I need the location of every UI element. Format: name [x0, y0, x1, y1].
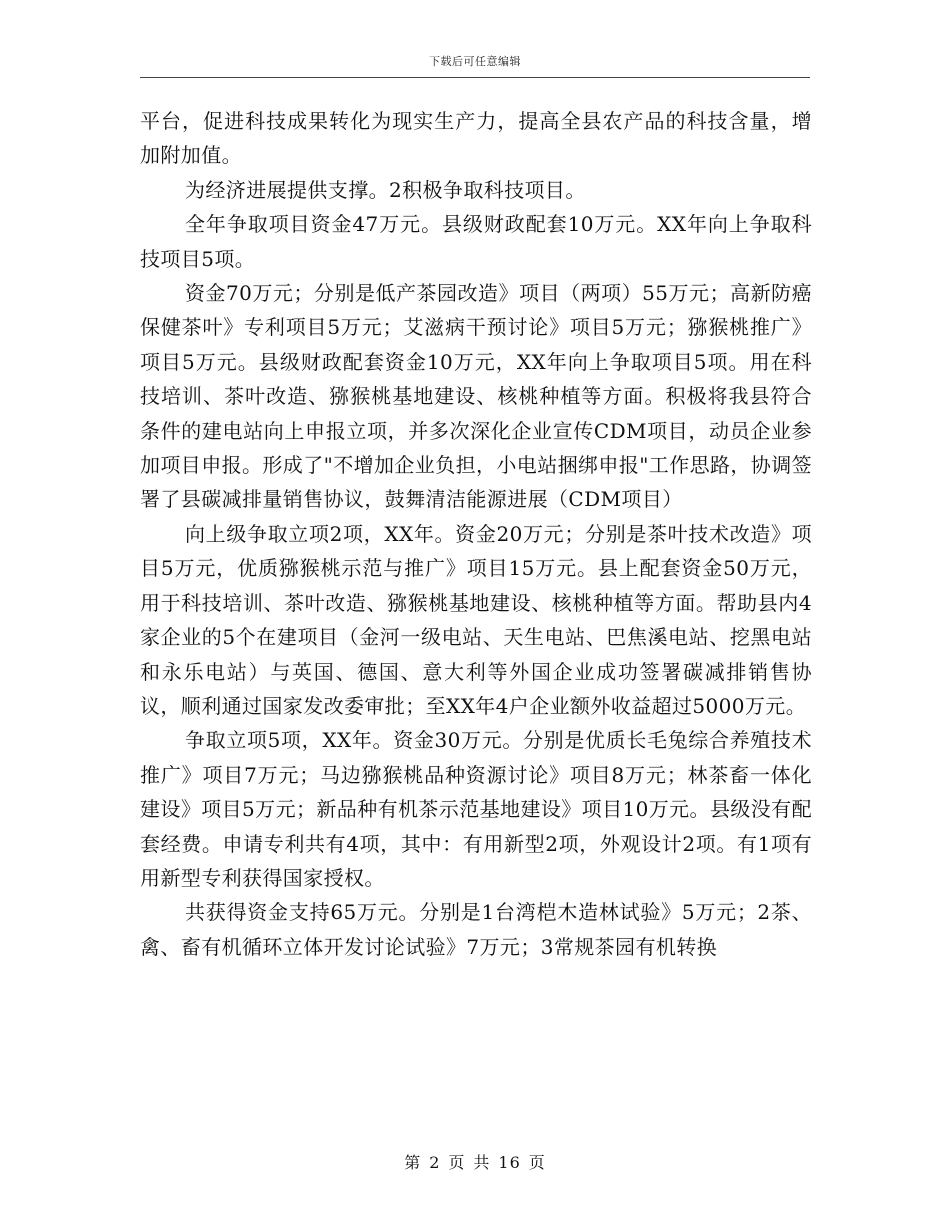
document-body	[140, 104, 812, 964]
paragraph-1: 平台，促进科技成果转化为现实生产力，提高全县农产品的科技含量，增加附加值。	[140, 109, 812, 168]
footer-label-page: 第	[404, 1153, 422, 1172]
footer-current-page: 2	[429, 1153, 441, 1172]
paragraph-3: 全年争取项目资金47万元。县级财政配套10万元。XX年向上争取科技项目5项。	[140, 212, 812, 271]
paragraph-7: 共获得资金支持65万元。分别是1台湾桤木造林试验》5万元；2茶、禽、畜有机循环立体开发讨论试验》7万元；3常规茶园有机转换	[140, 900, 812, 959]
footer-label-unit-end: 页	[528, 1153, 546, 1172]
footer-label-total: 共	[473, 1153, 491, 1172]
footer-total-pages: 16	[498, 1153, 521, 1172]
paragraph-4: 资金70万元；分别是低产茶园改造》项目（两项）55万元；高新防癌保健茶叶》专利项目5万元；艾滋病干预讨论》项目5万元；猕猴桃推广》项目5万元。县级财政配套资金10万元，XX年向上争取项目5项。用在科技培训、茶叶改造、猕猴桃基地建设、核桃种植等方面。积极将我县符合条件的建电站向上申报立项，并多次深化企业宣传CDM项目，动员企业参加项目申报。形成了"不增加企业负担，小电站捆绑申报"工作思路，协调签署了县碳减排量销售协议，鼓舞清洁能源进展（CDM项目）	[140, 281, 812, 512]
paragraph-5: 向上级争取立项2项，XX年。资金20万元；分别是茶叶技术改造》项目5万元，优质猕猴桃示范与推广》项目15万元。县上配套资金50万元，用于科技培训、茶叶改造、猕猴桃基地建设、核桃种植等方面。帮助县内4家企业的5个在建项目（金河一级电站、天生电站、巴焦溪电站、挖黑电站和永乐电站）与英国、德国、意大利等外国企业成功签署碳减排销售协议，顺利通过国家发改委审批；至XX年4户企业额外收益超过5000万元。	[140, 521, 812, 718]
paragraph-6: 争取立项5项，XX年。资金30万元。分别是优质长毛兔综合养殖技术推广》项目7万元；马边猕猴桃品种资源讨论》项目8万元；林茶畜一体化建设》项目5万元；新品种有机茶示范基地建设》项目10万元。县级没有配套经费。申请专利共有4项，其中：有用新型2项，外观设计2项。有1项有用新型专利获得国家授权。	[140, 728, 812, 890]
paragraph-2: 为经济进展提供支撑。2积极争取科技项目。	[185, 177, 586, 202]
footer-label-unit: 页	[448, 1153, 466, 1172]
header-divider	[140, 77, 810, 78]
page-footer	[0, 1150, 950, 1173]
page-header: 下载后可任意编辑	[429, 55, 521, 68]
